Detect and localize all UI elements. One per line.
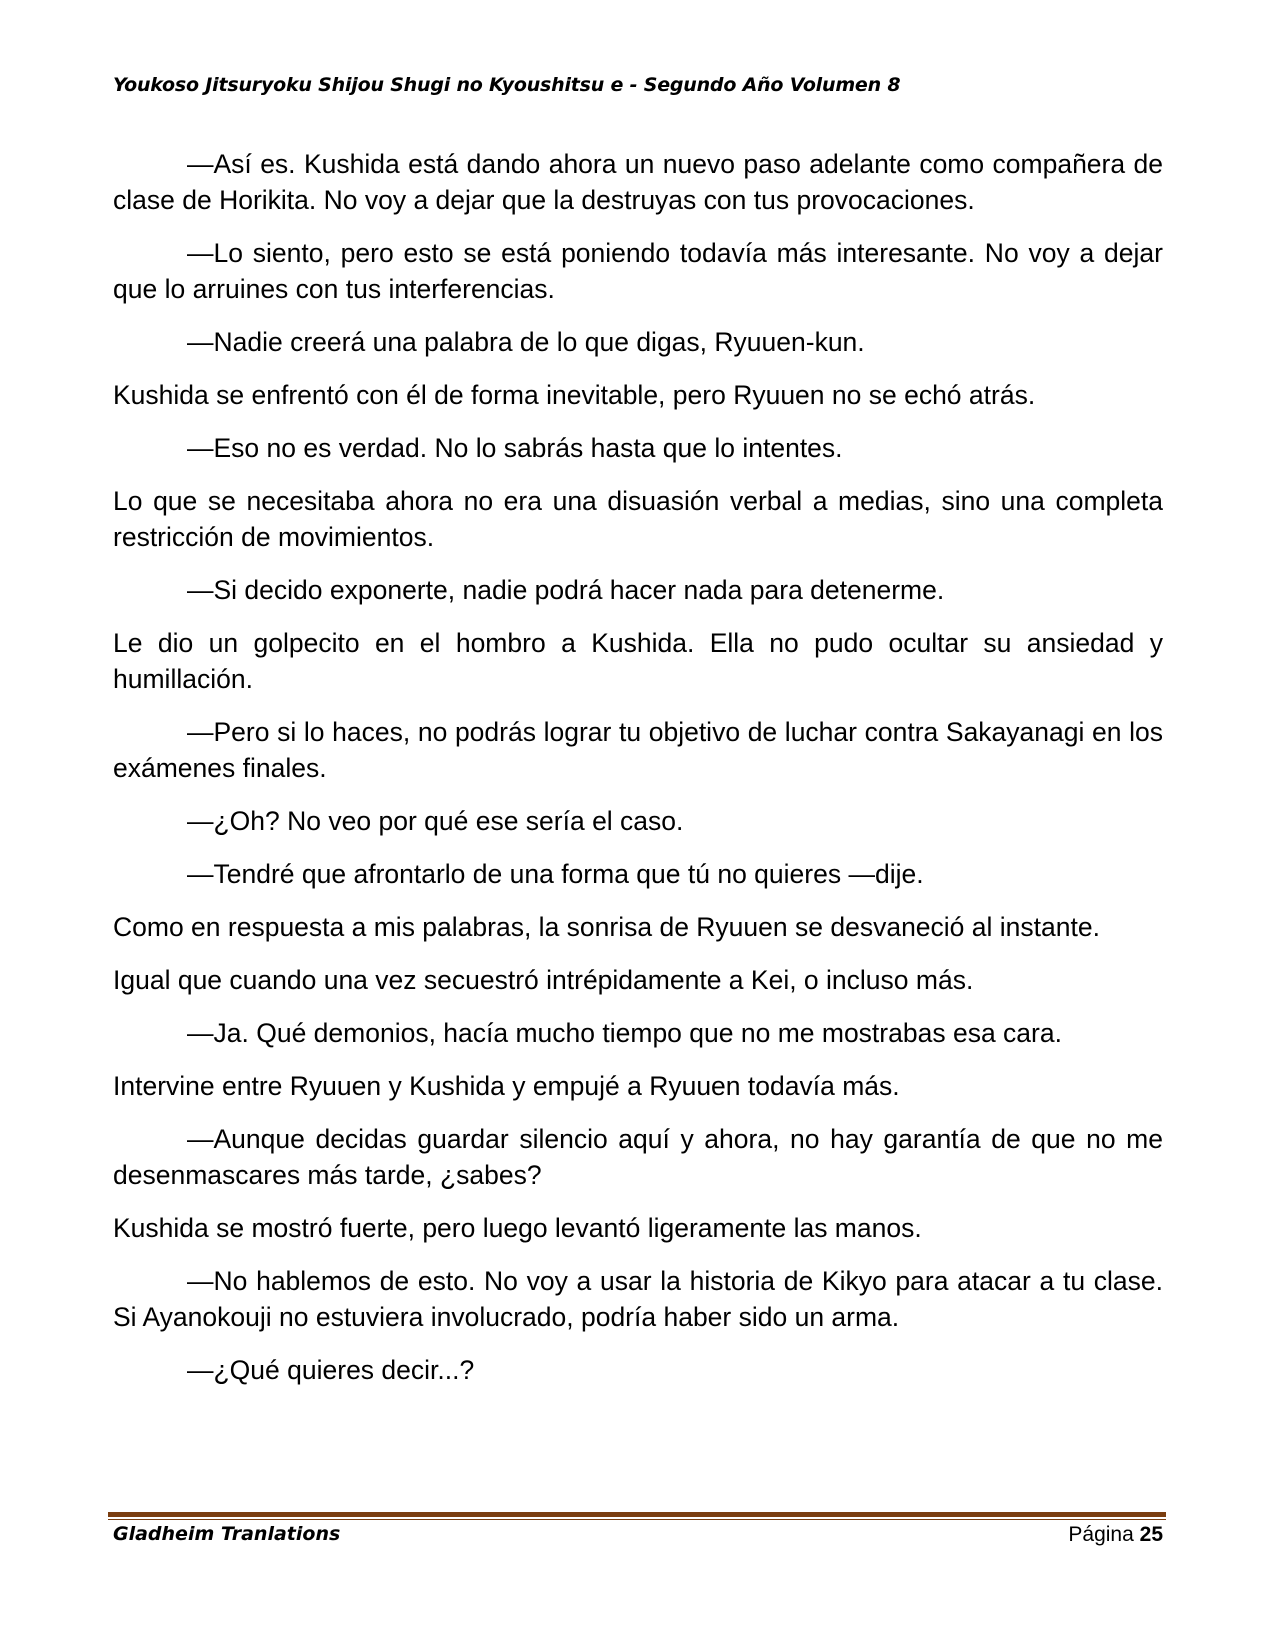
paragraph-8: Le dio un golpecito en el hombro a Kushida. Ella no pudo ocultar su ansiedad y humillación. — [113, 628, 1163, 694]
paragraph-5: —Eso no es verdad. No lo sabrás hasta que lo intentes. — [187, 433, 843, 463]
paragraph-2: —Lo siento, pero esto se está poniendo todavía más interesante. No voy a dejar que lo arruines con tus interferencias. — [113, 238, 1163, 304]
page-label: Página — [1068, 1523, 1134, 1546]
paragraph-18: —No hablemos de esto. No voy a usar la historia de Kikyo para atacar a tu clase. Si Ayanokouji no estuviera involucrado, podría haber sido un arma. — [113, 1266, 1163, 1332]
footer-credit: Gladheim Tranlations — [113, 1523, 341, 1545]
page-header: Youkoso Jitsuryoku Shijou Shugi no Kyoushitsu e - Segundo Año Volumen 8 — [113, 74, 901, 96]
footer-divider — [108, 1512, 1166, 1520]
footer-divider-thin — [108, 1519, 1166, 1520]
paragraph-14: —Ja. Qué demonios, hacía mucho tiempo que no me mostrabas esa cara. — [187, 1018, 1062, 1048]
page-indicator — [1068, 1523, 1163, 1547]
paragraph-19: —¿Qué quieres decir...? — [187, 1355, 475, 1385]
footer-divider-thick — [108, 1512, 1166, 1517]
paragraph-15: Intervine entre Ryuuen y Kushida y empujé a Ryuuen todavía más. — [113, 1071, 900, 1101]
paragraph-7: —Si decido exponerte, nadie podrá hacer nada para detenerme. — [187, 575, 945, 605]
paragraph-6: Lo que se necesitaba ahora no era una disuasión verbal a medias, sino una completa restricción de movimientos. — [113, 486, 1163, 552]
paragraph-13: Igual que cuando una vez secuestró intrépidamente a Kei, o incluso más. — [113, 965, 974, 995]
paragraph-3: —Nadie creerá una palabra de lo que digas, Ryuuen-kun. — [187, 327, 865, 357]
document-body — [113, 146, 1163, 1405]
paragraph-11: —Tendré que afrontarlo de una forma que tú no quieres —dije. — [187, 859, 924, 889]
paragraph-1: —Así es. Kushida está dando ahora un nuevo paso adelante como compañera de clase de Horikita. No voy a dejar que la destruyas con tus provocaciones. — [113, 149, 1163, 215]
paragraph-16: —Aunque decidas guardar silencio aquí y ahora, no hay garantía de que no me desenmascares más tarde, ¿sabes? — [113, 1124, 1163, 1190]
paragraph-9: —Pero si lo haces, no podrás lograr tu objetivo de luchar contra Sakayanagi en los exámenes finales. — [113, 717, 1163, 783]
page-number: 25 — [1139, 1523, 1163, 1546]
paragraph-17: Kushida se mostró fuerte, pero luego levantó ligeramente las manos. — [113, 1213, 922, 1243]
paragraph-4: Kushida se enfrentó con él de forma inevitable, pero Ryuuen no se echó atrás. — [113, 380, 1036, 410]
paragraph-12: Como en respuesta a mis palabras, la sonrisa de Ryuuen se desvaneció al instante. — [113, 912, 1100, 942]
paragraph-10: —¿Oh? No veo por qué ese sería el caso. — [187, 806, 684, 836]
